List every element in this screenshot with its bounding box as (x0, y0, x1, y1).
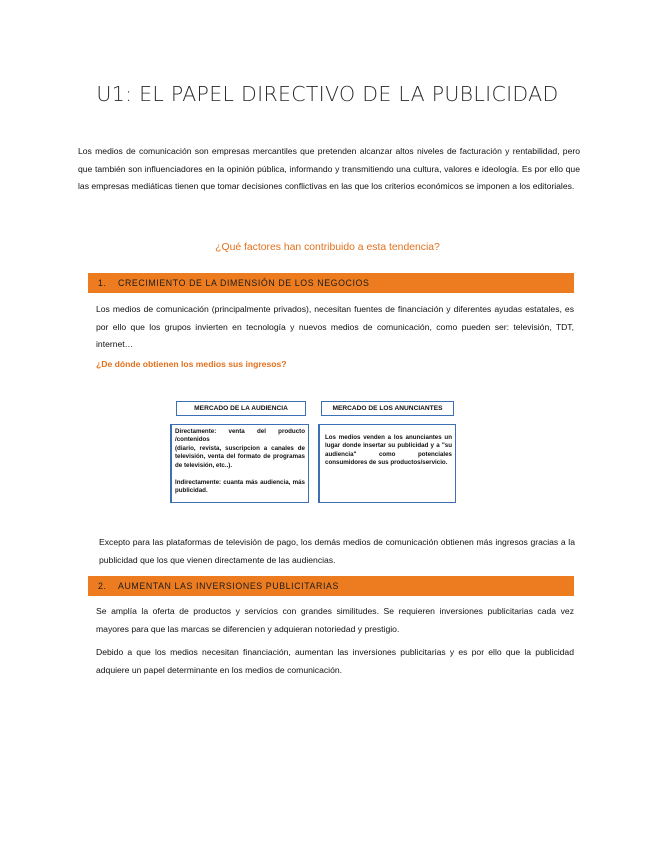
trend-question: ¿Qué factores han contribuido a esta tendencia? (215, 242, 440, 253)
section-1-paragraph: Los medios de comunicación (principalmente privados), necesitan fuentes de financiación y diferentes ayudas estatales, es por ello que los grupos invierten en tecnología y nuevos medios de comunicación, como pueden ser: televisión, TDT, internet… (96, 304, 574, 349)
advertisers-market-text: Los medios venden a los anunciantes un lugar donde insertar su publicidad y a "su audiencia" como potenciales consumidores de sus productos/servicio. (325, 434, 452, 467)
audience-direct-examples: (diario, revista, suscripcion a canales de televisión, venta del formato de programas de televisión, etc..). (175, 444, 305, 469)
section-2-paragraph-2: Debido a que los medios necesitan financiación, aumentan las inversiones publicitarias y es por ello que la publicidad adquiere un papel determinante en los medios de comunicación. (96, 647, 574, 675)
advertisers-market-box (318, 424, 456, 503)
audience-direct-text (175, 428, 305, 470)
income-subquestion: ¿De dónde obtienen los medios sus ingresos? (96, 359, 287, 369)
section-2-number: 2. (98, 581, 107, 591)
audience-market-header: MERCADO DE LA AUDIENCIA (176, 401, 306, 416)
intro-paragraph: Los medios de comunicación son empresas mercantiles que pretenden alcanzar altos niveles de facturación y rentabilidad, pero que también son influenciadores en la opinión pública, informando y transmitiendo una cultura, valores e ideología. Es por ello que las empresas mediáticas tienen que tomar decisiones conflictivas en las que los criterios económicos se imponen a los editoriales. (78, 146, 580, 191)
section-1-heading: CRECIMIENTO DE LA DIMENSIÓN DE LOS NEGOCIOS (118, 278, 370, 288)
audience-market-box (170, 424, 309, 503)
section-2-heading: AUMENTAN LAS INVERSIONES PUBLICITARIAS (118, 581, 339, 591)
section-2-paragraph-1: Se amplía la oferta de productos y servicios con grandes similitudes. Se requieren inversiones publicitarias cada vez mayores para que las marcas se diferencien y adquieran notoriedad y prestigio. (96, 606, 574, 634)
section-1-heading-bar (88, 273, 574, 293)
section-1-paragraph-2: Excepto para las plataformas de televisión de pago, los demás medios de comunicación obtienen más ingresos gracias a la publicidad que los que vienen directamente de las audiencias. (99, 537, 575, 565)
section-1-number: 1. (98, 278, 107, 288)
page-title: U1: EL PAPEL DIRECTIVO DE LA PUBLICIDAD (96, 82, 559, 106)
audience-direct-line: Directamente: venta del producto /contenidos (175, 428, 305, 444)
section-2-heading-bar (88, 576, 574, 596)
advertisers-market-header: MERCADO DE LOS ANUNCIANTES (321, 401, 454, 416)
audience-indirect-text: Indirectamente: cuanta más audiencia, más publicidad. (175, 478, 305, 494)
